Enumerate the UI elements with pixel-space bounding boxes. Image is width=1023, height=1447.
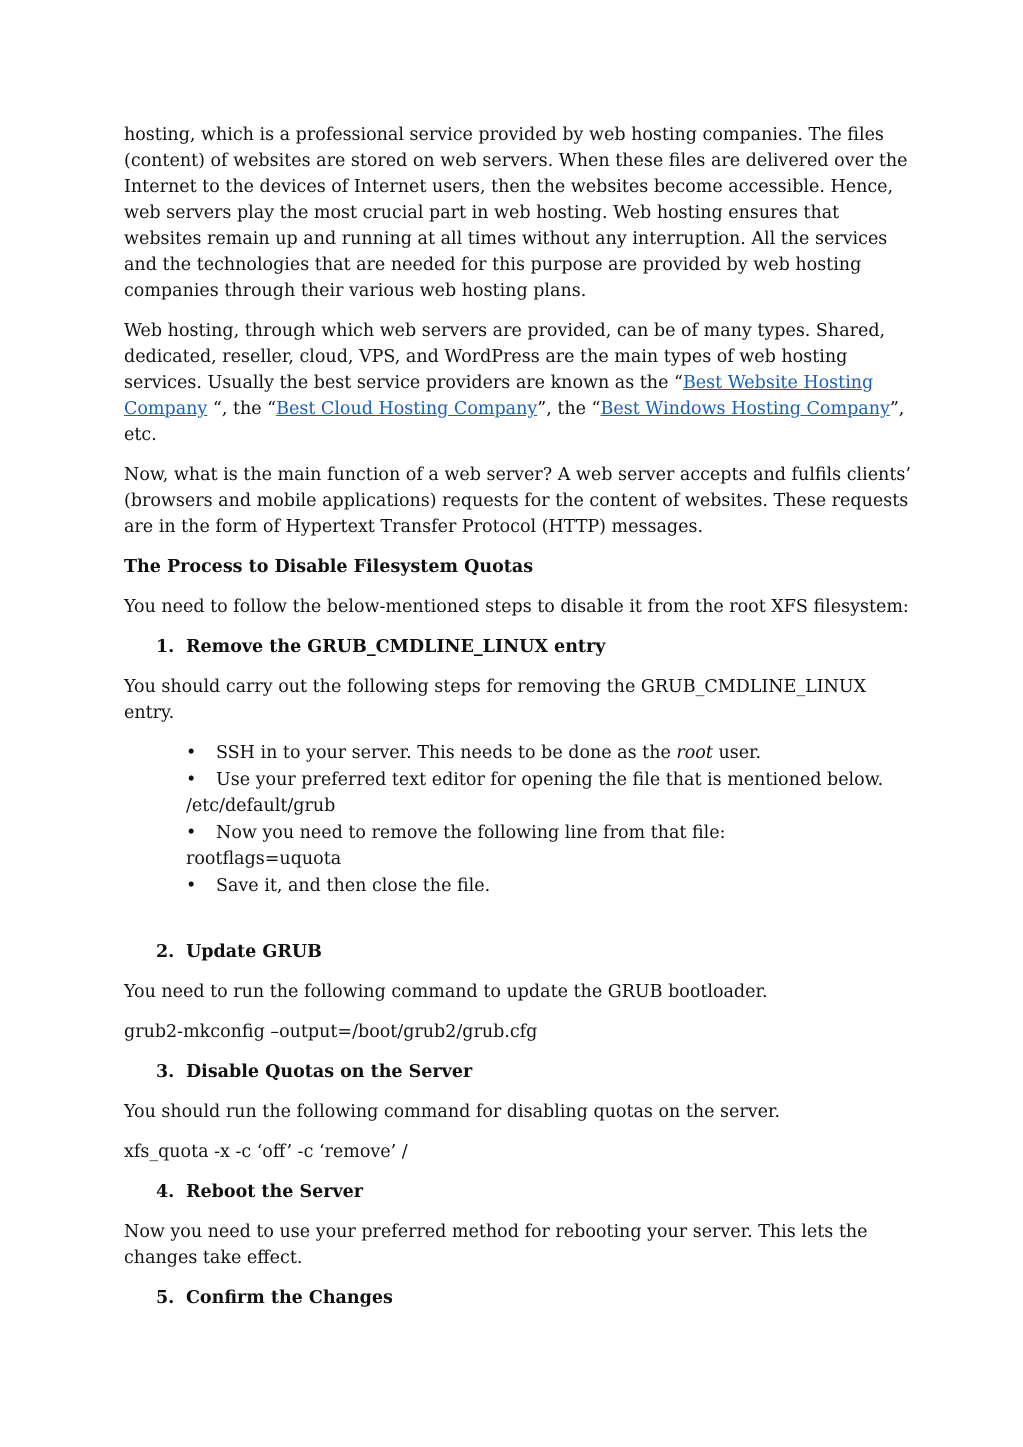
step-number: 5. — [156, 1288, 175, 1308]
list-item — [186, 767, 914, 819]
step-title: Disable Quotas on the Server — [186, 1062, 473, 1082]
paragraph-web-server-function: Now, what is the main function of a web server? A web server accepts and fulfils clients’ (browsers and mobile applications) requests for the content of websites. These requests are in the form of Hypertext Transfer Protocol (HTTP) messages. — [124, 465, 911, 537]
config-line: rootflags=uquota — [186, 849, 342, 869]
list-item-text: user. — [712, 743, 762, 763]
step-2-heading — [156, 939, 914, 965]
spacer — [124, 913, 914, 939]
paragraph-text: ”, etc. — [124, 399, 905, 445]
list-item — [186, 740, 914, 766]
step-title: Confirm the Changes — [186, 1288, 393, 1308]
list-item-emphasis: root — [676, 743, 713, 763]
link-best-cloud-hosting[interactable]: Best Cloud Hosting Company — [276, 399, 538, 419]
bullet-icon: • — [186, 876, 197, 896]
command-text: xfs_quota -x -c ‘off’ -c ‘remove’ / — [124, 1142, 408, 1162]
step-5-heading — [156, 1285, 914, 1311]
bullet-icon: • — [186, 770, 197, 790]
list-item-text: Now you need to remove the following line from that file: — [216, 823, 726, 843]
paragraph-text: Web hosting, through which web servers are provided, can be of many types. Shared, dedicated, reseller, cloud, VPS, and WordPress are the main types of web hosting services. Usually the best service providers are known as the “ — [124, 321, 886, 393]
bullet-icon: • — [186, 743, 197, 763]
step-3-description: You should run the following command for disabling quotas on the server. — [124, 1102, 781, 1122]
paragraph-text: “, the “ — [207, 399, 277, 419]
step-2-description: You need to run the following command to update the GRUB bootloader. — [124, 982, 768, 1002]
step-number: 3. — [156, 1062, 175, 1082]
paragraph-hosting-intro: hosting, which is a professional service provided by web hosting companies. The files (content) of websites are stored on web servers. When these files are delivered over the Internet to the devices of Internet users, then the websites become accessible. Hence, web servers play the most crucial part in web hosting. Web hosting ensures that websites remain up and running at all times without any interruption. All the services and the technologies that are needed for this purpose are provided by web hosting companies through their various web hosting plans. — [124, 125, 908, 301]
step-3-heading — [156, 1059, 914, 1085]
paragraph-text: ”, the “ — [537, 399, 601, 419]
step-1-description: You should carry out the following steps for removing the GRUB_CMDLINE_LINUX entry. — [124, 677, 867, 723]
step-1-bullet-list — [186, 740, 914, 899]
step-4-description: Now you need to use your preferred method for rebooting your server. This lets the changes take effect. — [124, 1222, 868, 1268]
step-4-heading — [156, 1179, 914, 1205]
section-heading: The Process to Disable Filesystem Quotas — [124, 557, 534, 577]
step-1-heading — [156, 634, 914, 660]
list-item-text: Save it, and then close the file. — [216, 876, 491, 896]
list-item-text: SSH in to your server. This needs to be done as the — [216, 743, 677, 763]
list-item — [186, 820, 914, 872]
step-number: 4. — [156, 1182, 175, 1202]
step-title: Update GRUB — [186, 942, 322, 962]
link-best-website-hosting[interactable]: Best Website Hosting Company — [124, 373, 874, 419]
file-path: /etc/default/grub — [186, 796, 336, 816]
document-page — [124, 122, 914, 1325]
step-number: 1. — [156, 637, 175, 657]
step-title: Reboot the Server — [186, 1182, 363, 1202]
list-item-text: Use your preferred text editor for opening the file that is mentioned below. — [216, 770, 884, 790]
paragraph-steps-intro: You need to follow the below-mentioned steps to disable it from the root XFS filesystem: — [124, 597, 909, 617]
step-title: Remove the GRUB_CMDLINE_LINUX entry — [186, 637, 606, 657]
command-text: grub2-mkconfig –output=/boot/grub2/grub.cfg — [124, 1022, 538, 1042]
list-item — [186, 873, 914, 899]
paragraph-hosting-types — [124, 318, 914, 448]
link-best-windows-hosting[interactable]: Best Windows Hosting Company — [600, 399, 890, 419]
bullet-icon: • — [186, 823, 197, 843]
step-number: 2. — [156, 942, 175, 962]
